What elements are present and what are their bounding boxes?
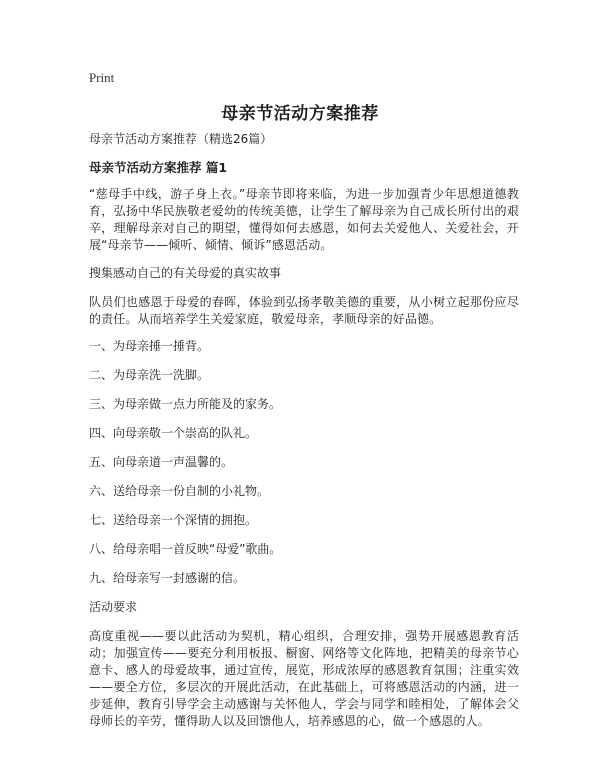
list-item: 九、给母亲写一封感谢的信。	[89, 571, 246, 585]
list-item: 七、送给母亲一个深情的拥抱。	[89, 513, 258, 527]
print-label: Print	[89, 70, 115, 85]
story-paragraph: 队员们也感恩于母爱的春晖，体验到弘扬孝敬美德的重要，从小树立起那份应尽的责任。从而培养学生关爱家庭，敬爱母亲，孝顺母亲的好品德。	[89, 295, 519, 326]
document-subtitle: 母亲节活动方案推荐（精选26篇）	[89, 132, 273, 146]
list-item: 四、向母亲敬一个崇高的队礼。	[89, 426, 258, 440]
list-item: 五、向母亲道一声温馨的。	[89, 455, 234, 469]
list-item: 二、为母亲洗一洗脚。	[89, 368, 210, 382]
list-item: 三、为母亲做一点力所能及的家务。	[89, 397, 282, 411]
list-item: 一、为母亲捶一捶背。	[89, 339, 210, 353]
section-heading: 母亲节活动方案推荐 篇1	[89, 160, 228, 175]
requirements-paragraph: 高度重视——要以此活动为契机，精心组织，合理安排，强势开展感恩教育活动；加强宣传——要充分利用板报、橱窗、网络等文化阵地，把精美的母亲节心意卡、感人的母爱故事，通过宣传，展览，形成浓厚的感恩教育氛围；注重实效——要全方位，多层次的开展此活动，在此基础上，可将感恩活动的内涵，进一步延伸，教育引导学会主动感谢与关怀他人，学会与同学和睦相处，了解体会父母师长的辛劳，懂得助人以及回馈他人，培养感恩的心，做一个感恩的人。	[89, 629, 519, 728]
requirements-heading: 活动要求	[89, 600, 138, 614]
intro-paragraph: “慈母手中线，游子身上衣。”母亲节即将来临，为进一步加强青少年思想道德教育，弘扬中华民族敬老爱幼的传统美德，让学生了解母亲为自己成长所付出的艰辛，理解母亲对自己的期望，懂得如何去感恩，如何去关爱他人、关爱社会，开展“母亲节——倾听、倾情、倾诉”感恩活动。	[89, 187, 519, 252]
document-title: 母亲节活动方案推荐	[221, 104, 379, 124]
list-item: 六、送给母亲一份自制的小礼物。	[89, 484, 270, 498]
list-item: 八、给母亲唱一首反映“母爱”歌曲。	[89, 542, 282, 556]
story-heading: 搜集感动自己的有关母爱的真实故事	[89, 266, 282, 280]
document-body	[89, 131, 519, 741]
activity-list	[89, 338, 519, 587]
